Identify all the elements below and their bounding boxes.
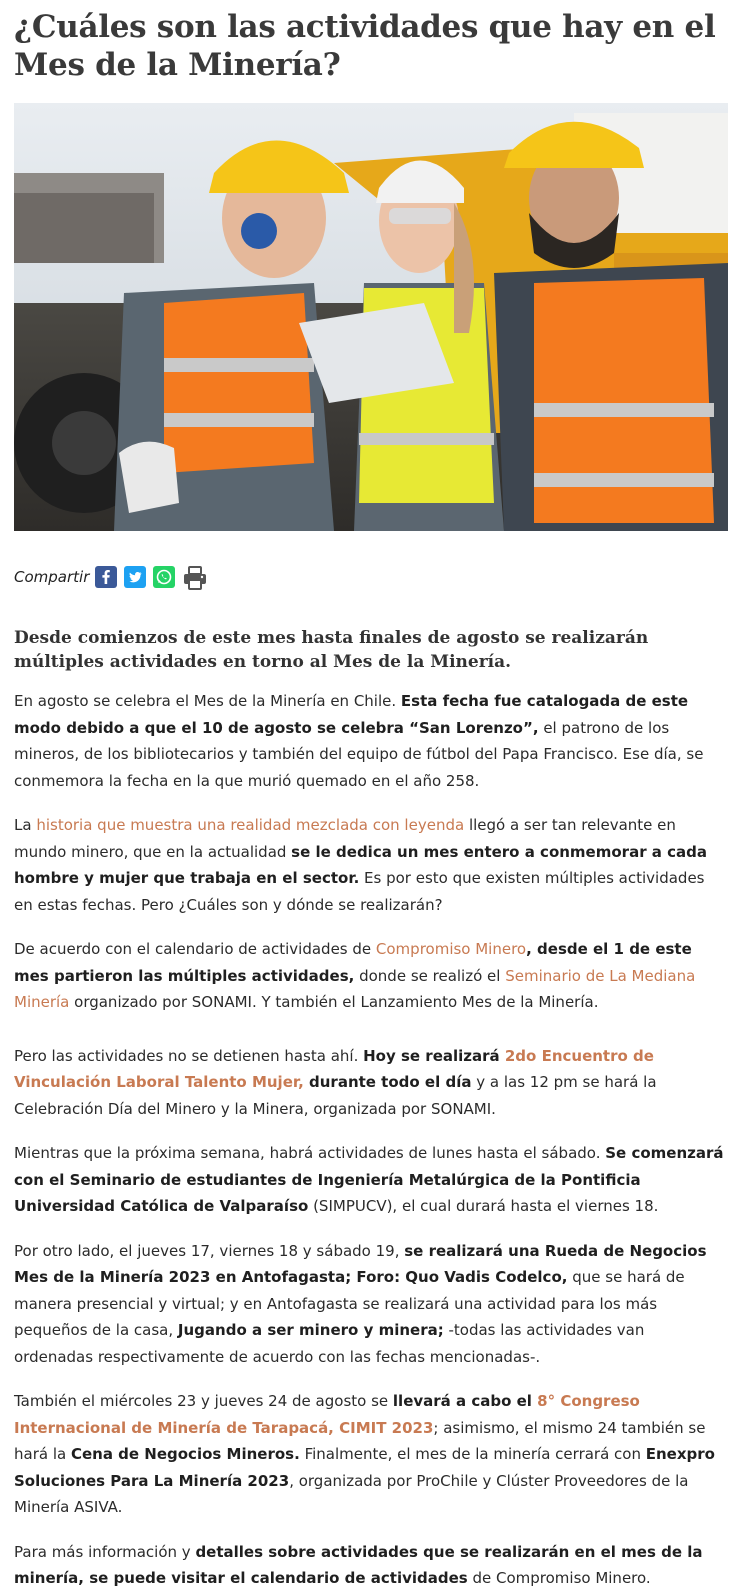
whatsapp-icon[interactable]: [153, 566, 175, 588]
paragraph-1: En agosto se celebra el Mes de la Minería en Chile. Esta fecha fue catalogada de este modo debido a que el 10 de agosto se celebra “San Lorenzo”, el patrono de los mineros, de los bibliotecarios y también del equipo de fútbol del Papa Francisco. Ese día, se conmemora la fecha en la que murió quemado en el año 258.: [14, 692, 704, 790]
facebook-icon[interactable]: [95, 566, 117, 588]
print-icon[interactable]: [182, 566, 208, 588]
link-historia[interactable]: historia que muestra una realidad mezclada con leyenda: [36, 816, 465, 834]
paragraph-6: Por otro lado, el jueves 17, viernes 18 y sábado 19, se realizará una Rueda de Negocios Mes de la Minería 2023 en Antofagasta; Foro: Quo Vadis Codelco, que se hará de manera presencial y virtual; y en Antofagasta se realizará una actividad para los más pequeños de la casa, Jugando a ser minero y minera; -todas las actividades van ordenadas respectivamente de acuerdo con las fechas mencionadas-.: [14, 1241, 707, 1366]
share-bar: [14, 564, 726, 590]
paragraph-7: También el miércoles 23 y jueves 24 de agosto se llevará a cabo el 8° Congreso Internacional de Minería de Tarapacá, CIMIT 2023; asimismo, el mismo 24 también se hará la Cena de Negocios Mineros. Finalmente, el mes de la minería cerrará con Enexpro Soluciones Para La Minería 2023, organizada por ProChile y Clúster Proveedores de la Minería ASIVA.: [14, 1392, 715, 1516]
link-compromiso-minero[interactable]: Compromiso Minero: [375, 940, 527, 958]
paragraph-3: De acuerdo con el calendario de actividades de Compromiso Minero, desde el 1 de este mes partieron las múltiples actividades, donde se realizó el Seminario de La Mediana Minería organizado por SONAMI. Y también el Lanzamiento Mes de la Minería.: [14, 940, 696, 1011]
paragraph-5: Mientras que la próxima semana, habrá actividades de lunes hasta el sábado. Se comenzará con el Seminario de estudiantes de Ingeniería Metalúrgica de la Pontificia Universidad Católica de Valparaíso (SIMPUCV), el cual durará hasta el viernes 18.: [14, 1144, 724, 1215]
hero-image: [14, 103, 728, 531]
link-encuentro-talento-mujer[interactable]: 2do Encuentro de Vinculación Laboral Talento Mujer,: [14, 1046, 654, 1091]
article-title: ¿Cuáles son las actividades que hay en el Mes de la Minería?: [14, 9, 716, 83]
link-cimit-2023[interactable]: 8° Congreso Internacional de Minería de Tarapacá, CIMIT 2023: [14, 1392, 640, 1437]
article-lead: Desde comienzos de este mes hasta finales de agosto se realizarán múltiples actividades en torno al Mes de la Minería.: [14, 628, 649, 672]
twitter-icon[interactable]: [124, 566, 146, 588]
paragraph-8: Para más información y detalles sobre actividades que se realizarán en el mes de la minería, se puede visitar el calendario de actividades de Compromiso Minero.: [14, 1542, 703, 1587]
paragraph-4: Pero las actividades no se detienen hasta ahí. Hoy se realizará 2do Encuentro de Vinculación Laboral Talento Mujer, durante todo el día y a las 12 pm se hará la Celebración Día del Minero y la Minera, organizada por SONAMI.: [14, 1046, 657, 1118]
link-seminario-mediana-mineria[interactable]: Seminario de La Mediana Minería: [14, 966, 696, 1011]
paragraph-2: La historia que muestra una realidad mezclada con leyenda llegó a ser tan relevante en mundo minero, que en la actualidad se le dedica un mes entero a conmemorar a cada hombre y mujer que trabaja en el sector. Es por esto que existen múltiples actividades en estas fechas. Pero ¿Cuáles son y dónde se realizarán?: [14, 816, 708, 914]
article: [0, 8, 740, 1592]
share-label: Compartir: [14, 568, 90, 586]
